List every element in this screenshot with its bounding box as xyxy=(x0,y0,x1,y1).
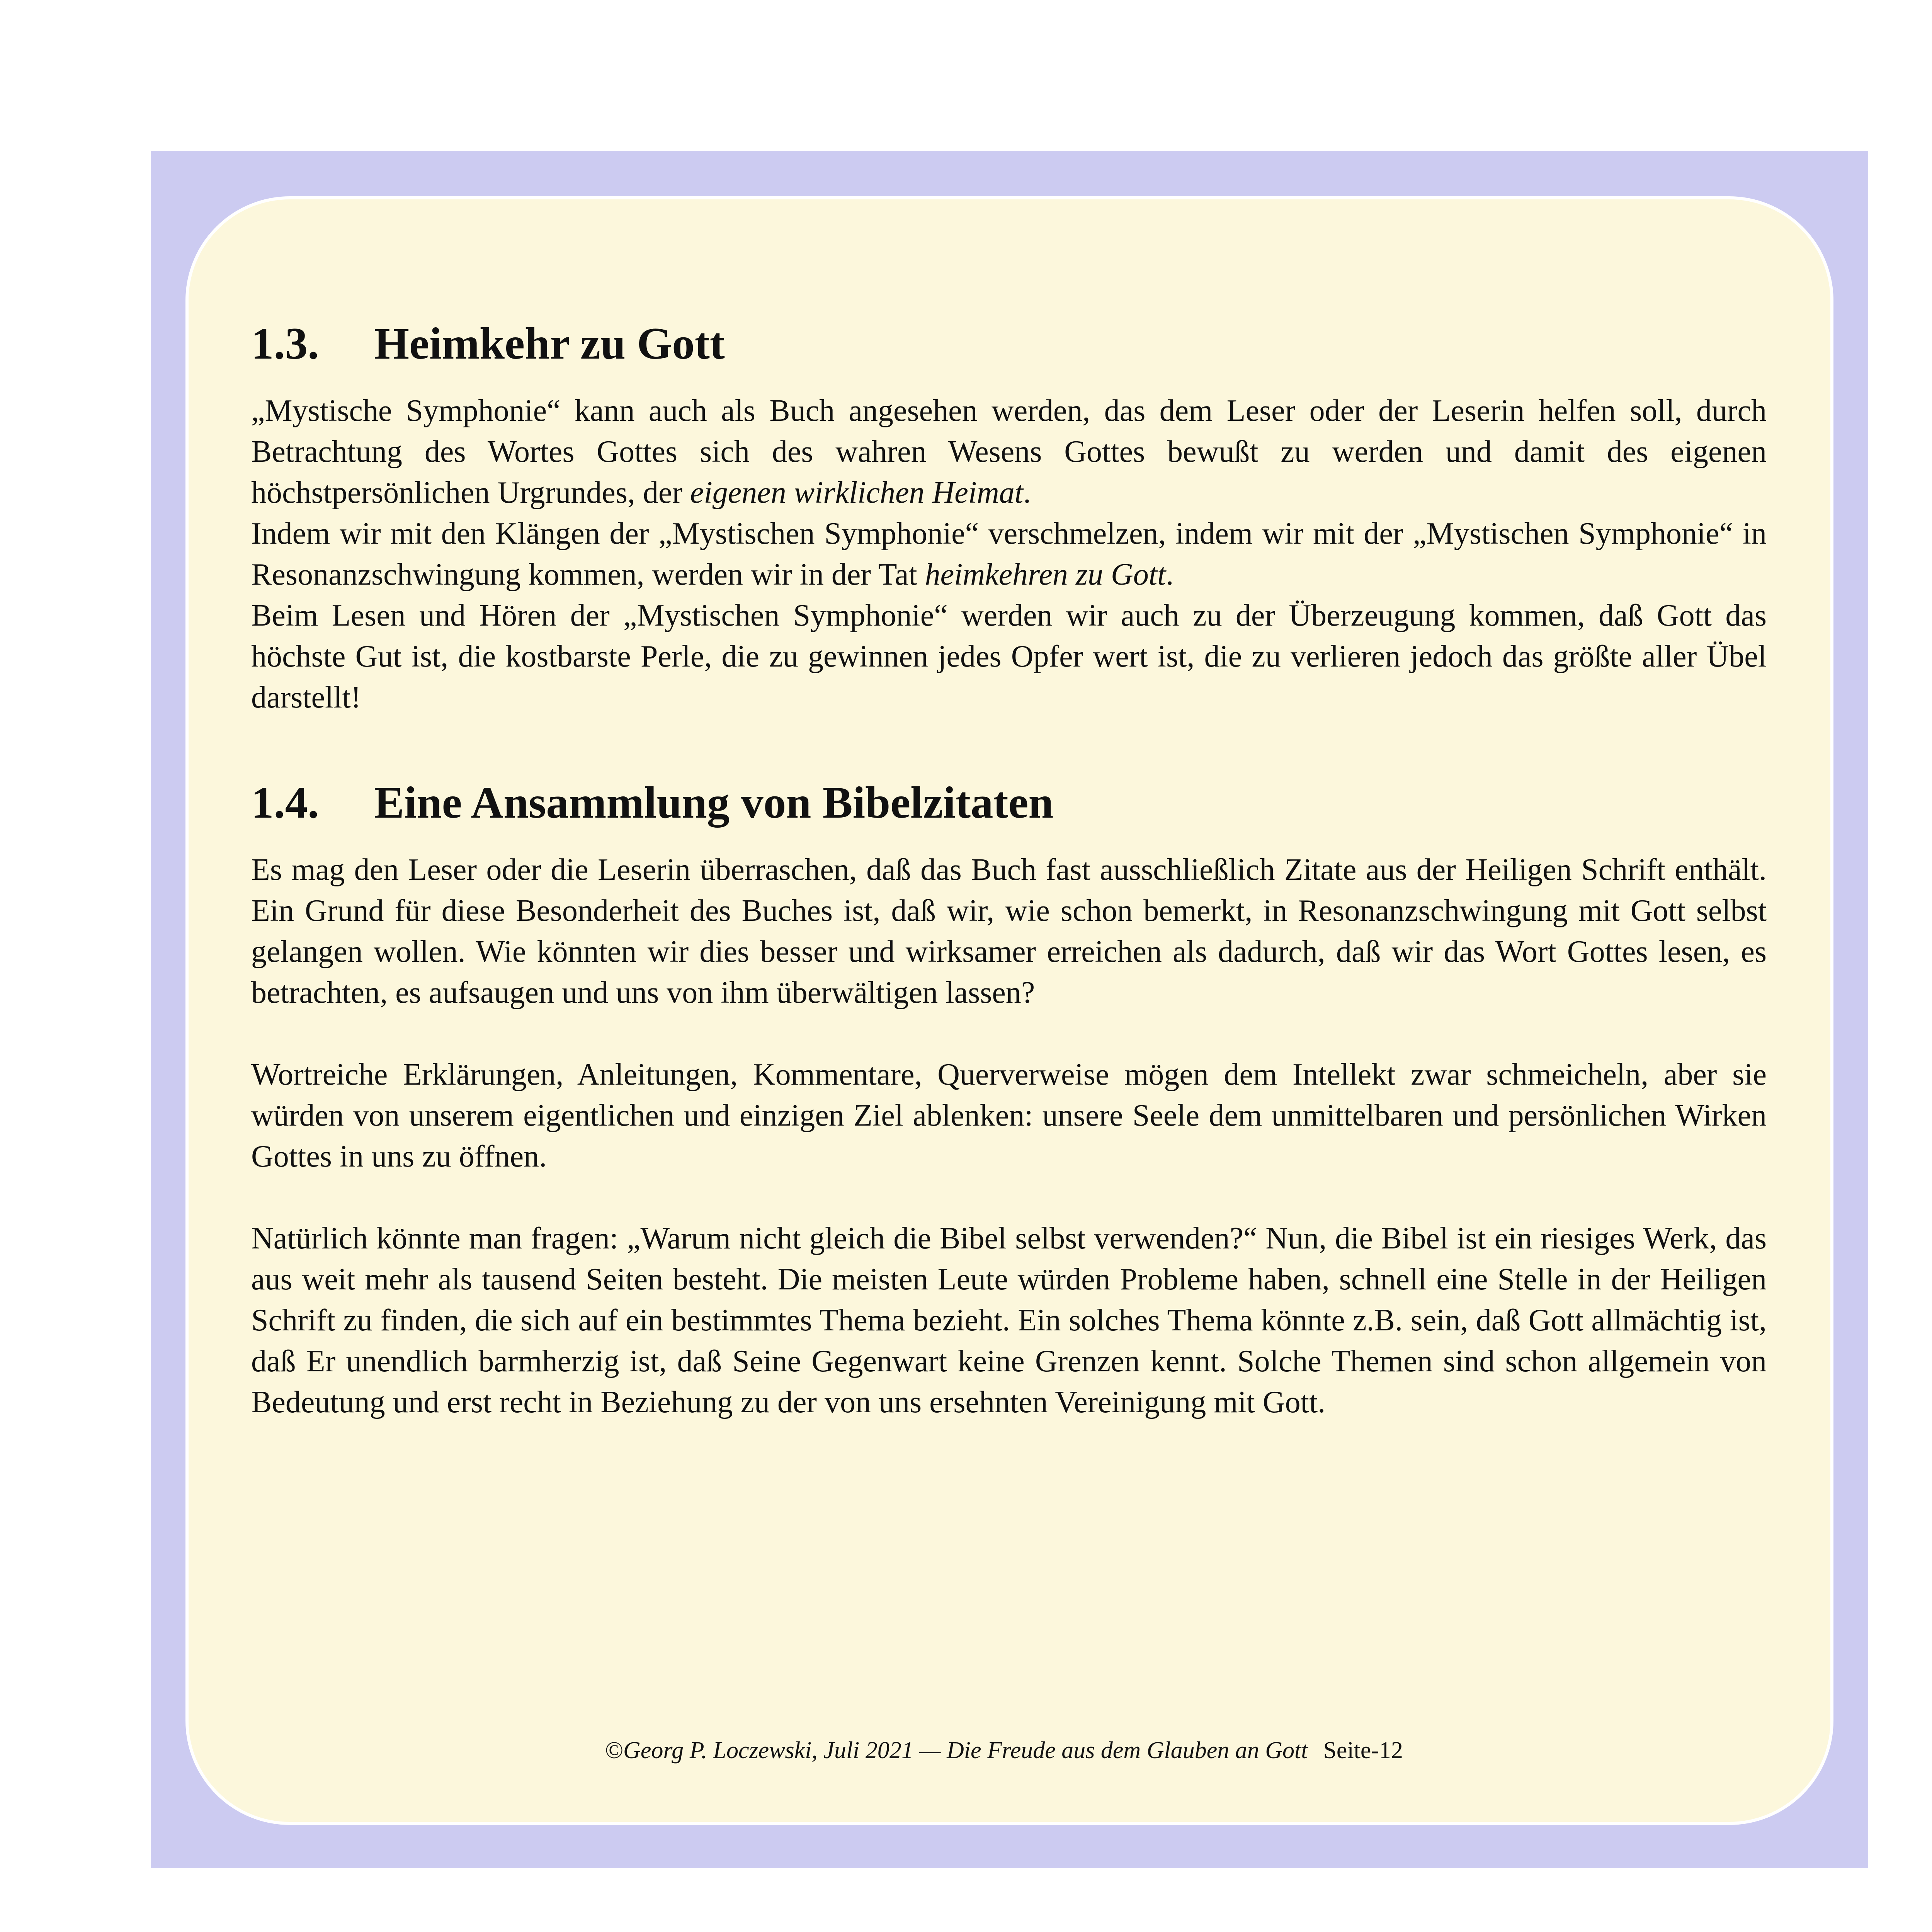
page-footer xyxy=(0,1735,1932,1766)
paragraph-text: Indem wir mit den Klängen der „Mystischen Symphonie“ verschmelzen, indem wir mit der „Mystischen Symphonie“ in Resonanzschwingung kommen, werden wir in der Tat xyxy=(251,517,1767,592)
paragraph-text: Beim Lesen und Hören der „Mystischen Symphonie“ werden wir auch zu der Überzeugung kommen, daß Gott das höchste Gut ist, die kostbarste Perle, die zu gewinnen jedes Opfer wert ist, die zu verlieren jedoch das größte aller Übel darstellt! xyxy=(251,599,1767,714)
section-title: Heimkehr zu Gott xyxy=(374,319,725,369)
paragraph-1-3-1 xyxy=(251,390,1767,513)
section-heading-1-3 xyxy=(251,317,1767,371)
section-title: Eine Ansammlung von Bibelzitaten xyxy=(374,778,1054,828)
section-heading-1-4 xyxy=(251,776,1767,830)
emphasis-text: eigenen wirklichen Heimat xyxy=(690,476,1023,510)
paragraph-text: „Mystische Symphonie“ kann auch als Buch angesehen werden, das dem Leser oder der Leserin helfen soll, durch Betrachtung des Wortes Gottes sich des wahren Wesens Gottes bewußt zu werden und damit des eigenen höchstpersönlichen Urgrundes, der xyxy=(251,394,1767,510)
paragraph-text: . xyxy=(1166,558,1174,592)
section-number: 1.4. xyxy=(251,778,319,828)
emphasis-text: heimkehren zu Gott xyxy=(925,558,1166,592)
paragraph-text: . xyxy=(1023,476,1031,510)
paragraph-1-4-2: Wortreiche Erklärungen, Anleitungen, Kommentare, Querverweise mögen dem Intellekt zwar schmeicheln, aber sie würden von unserem eigentlichen und einzigen Ziel ablenken: unsere Seele dem unmittelbaren und persönlichen Wirken Gottes in uns zu öffnen. xyxy=(251,1058,1767,1173)
page-content xyxy=(251,317,1767,1423)
paragraph-1-4-1: Es mag den Leser oder die Leserin überraschen, daß das Buch fast ausschließlich Zitate aus der Heiligen Schrift enthält. Ein Grund für diese Besonderheit des Buches ist, daß wir, wie schon bemerkt, in Resonanzschwingung mit Gott selbst gelangen wollen. Wie könnten wir dies besser und wirksamer erreichen als dadurch, daß wir das Wort Gottes lesen, es betrachten, es aufsaugen und uns von ihm überwältigen lassen? xyxy=(251,853,1767,1010)
paragraph-1-3-3 xyxy=(251,595,1767,718)
page-number: Seite-12 xyxy=(1323,1737,1403,1764)
copyright-symbol: © xyxy=(605,1737,624,1764)
section-number: 1.3. xyxy=(251,319,319,369)
footer-author-work: Georg P. Loczewski, Juli 2021 — Die Freude aus dem Glauben an Gott xyxy=(623,1737,1308,1764)
paragraph-1-3-2 xyxy=(251,513,1767,595)
paragraph-1-4-3: Natürlich könnte man fragen: „Warum nicht gleich die Bibel selbst verwenden?“ Nun, die Bibel ist ein riesiges Werk, das aus weit mehr als tausend Seiten besteht. Die meisten Leute würden Probleme haben, schnell eine Stelle in der Heiligen Schrift zu finden, die sich auf ein bestimmtes Thema bezieht. Ein solches Thema könnte z.B. sein, daß Gott allmächtig ist, daß Er unendlich barmherzig ist, daß Seine Gegenwart keine Grenzen kennt. Solche Themen sind schon allgemein von Bedeutung und erst recht in Beziehung zu der von uns ersehnten Vereinigung mit Gott. xyxy=(251,1221,1767,1419)
